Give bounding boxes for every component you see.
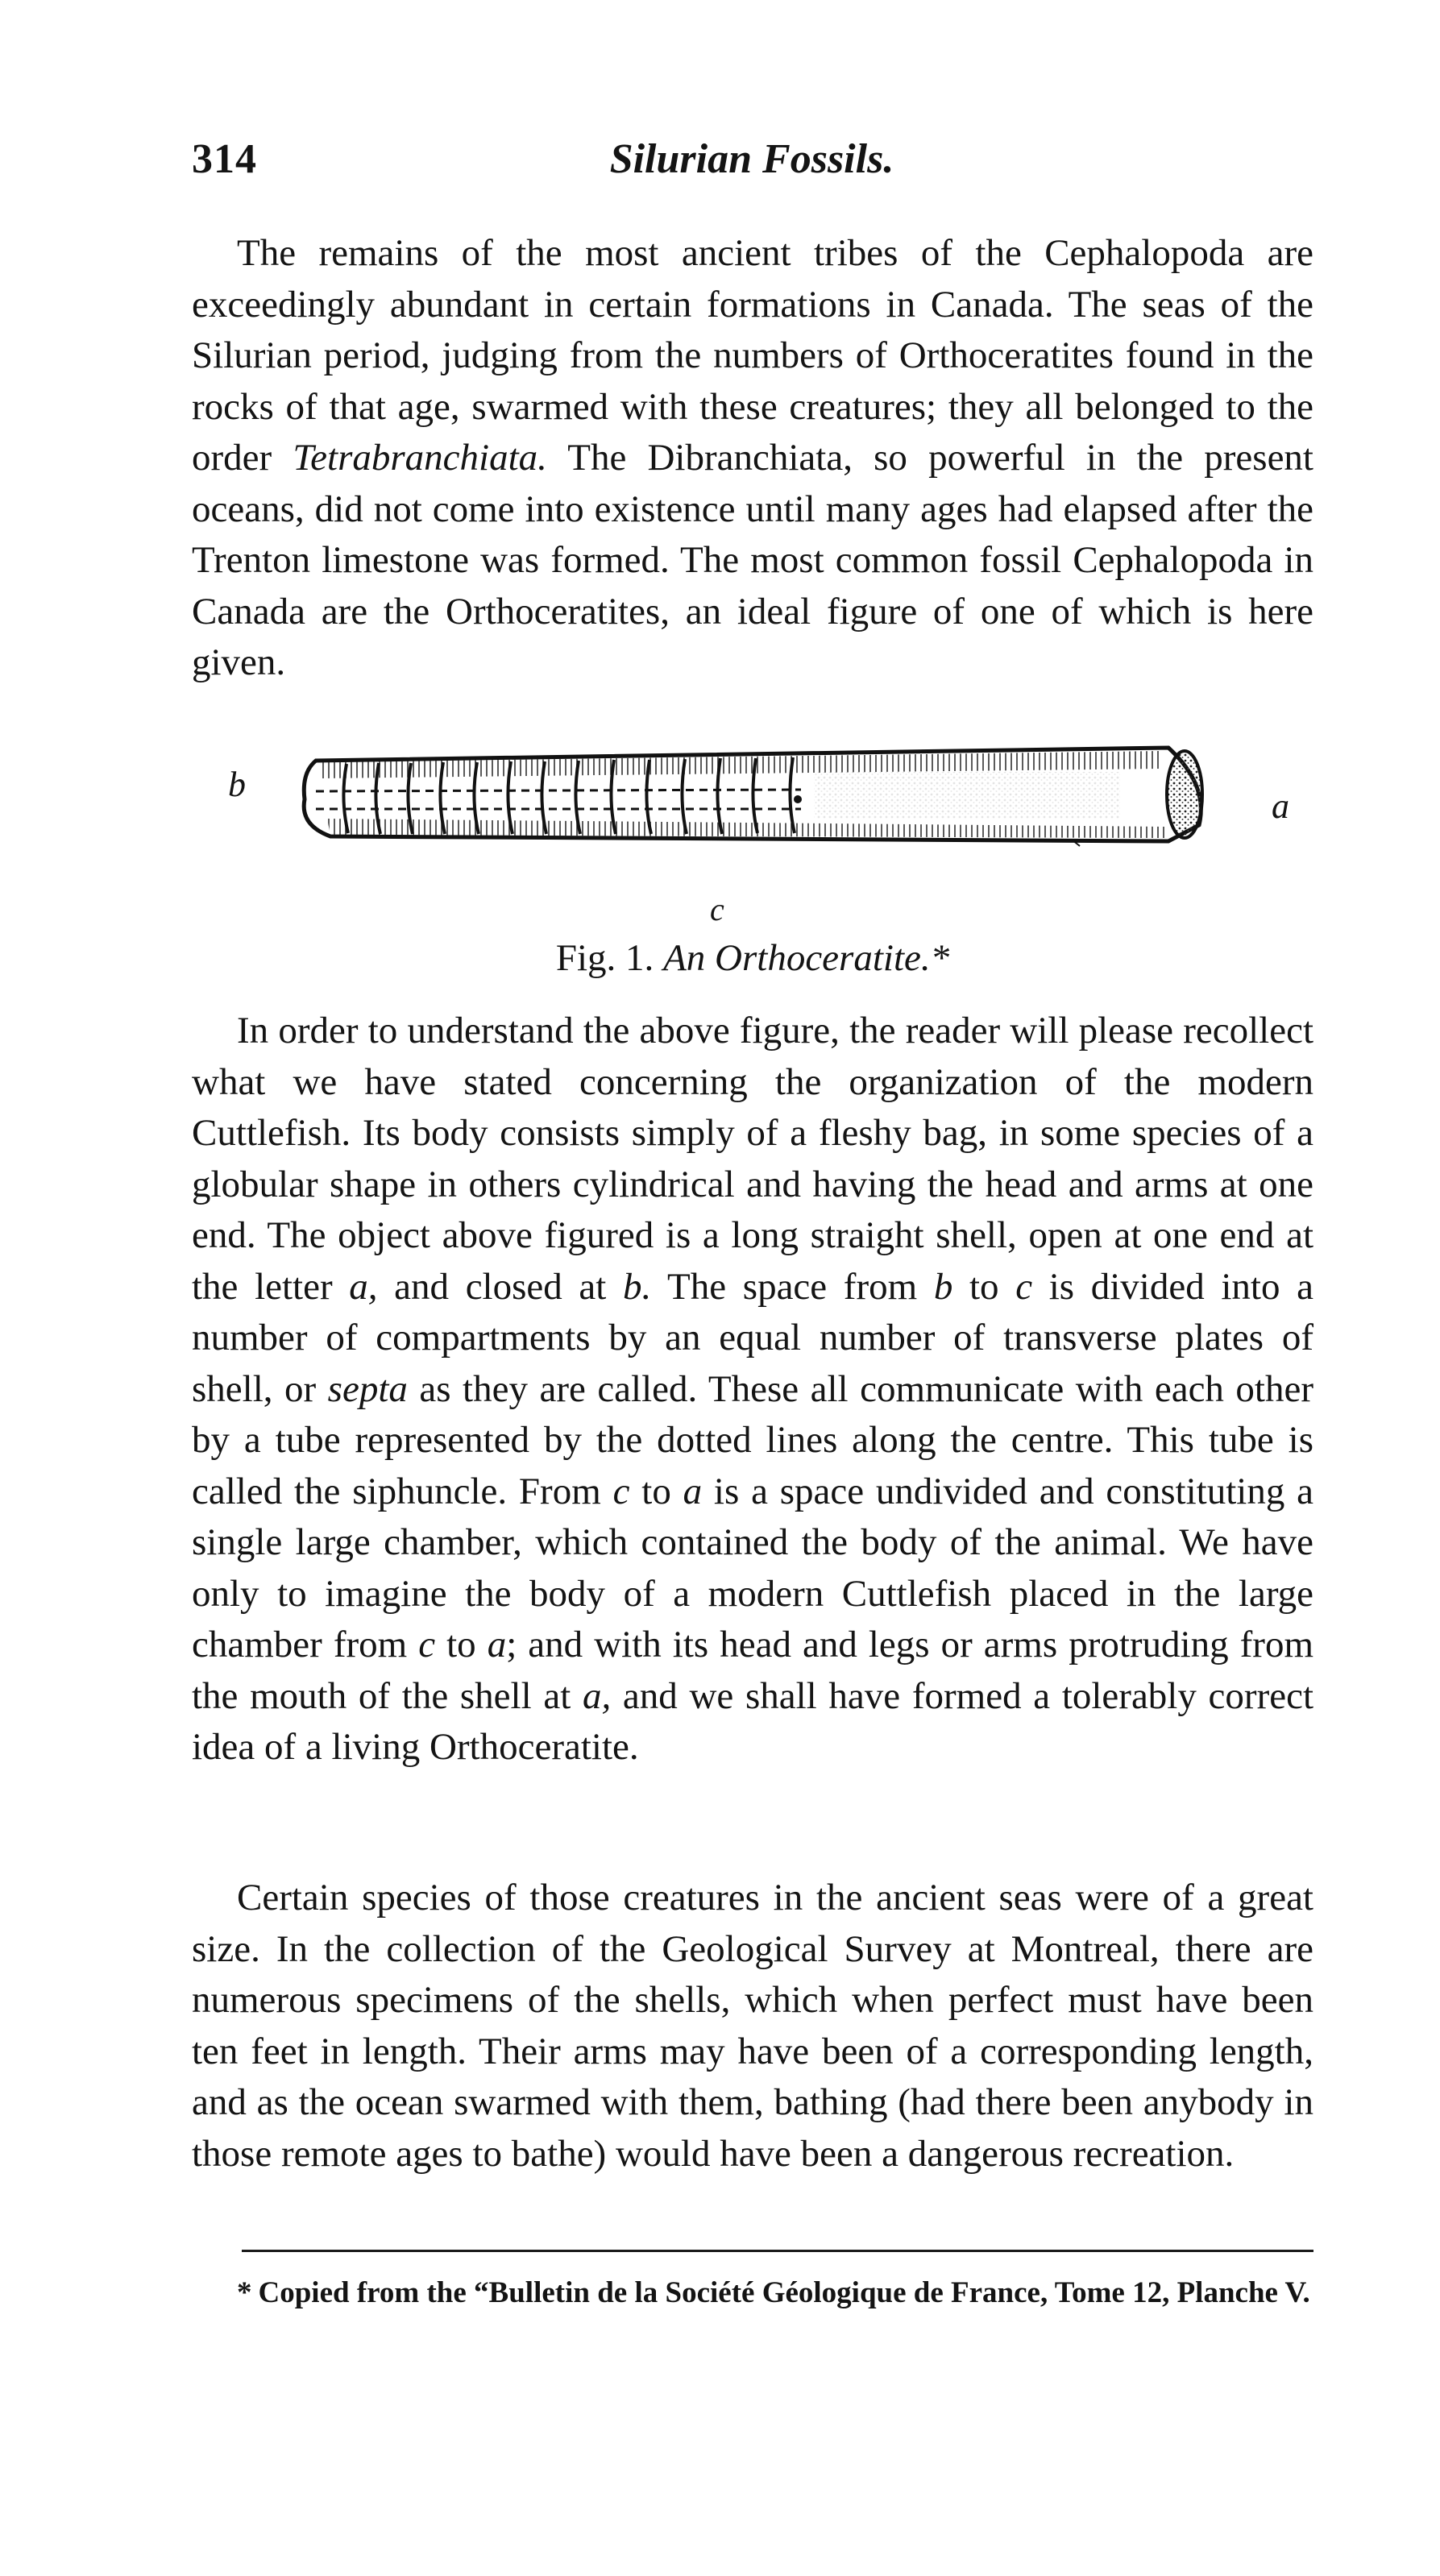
italic-letter: a,	[582, 1674, 612, 1717]
italic-letter: a,	[349, 1265, 378, 1308]
italic-letter: c	[612, 1470, 630, 1512]
page-number: 314	[192, 136, 257, 182]
italic-letter: c	[1015, 1265, 1033, 1308]
figure-label-b: b	[228, 765, 246, 804]
italic-letter: c	[418, 1624, 436, 1665]
paragraph-explanation	[192, 1006, 1313, 1773]
italic-letter: b	[933, 1265, 953, 1308]
italic-term: Tetrabranchiata.	[293, 437, 547, 479]
orthoceratite-shell-illustration	[298, 736, 1233, 857]
paragraph-text: The space from	[651, 1265, 934, 1308]
paragraph-text: ; and with its head and legs or arms protruding from the mouth of the shell at	[192, 1624, 1313, 1717]
paragraph-intro	[192, 228, 1313, 689]
paragraph-text: to	[435, 1624, 488, 1665]
footnote-text: Copied from the “Bulletin de la Société Géologique de France, Tome 12, Planche V.	[258, 2276, 1310, 2309]
figure-orthoceratite	[192, 725, 1313, 991]
paragraph-size: Certain species of those creatures in the ancient seas were of a great size. In the collection of the Geological Survey at Montreal, there are numerous specimens of the shells, which when perfect must have been ten feet in length. Their arms may have been of a corresponding length, and as the ocean swarmed with them, bathing (had there been anybody in those remote ages to bathe) would have been a dangerous recreation.	[192, 1877, 1313, 2175]
running-title: Silurian Fossils.	[609, 136, 894, 182]
figure-label-c: c	[710, 891, 724, 927]
figure-caption	[192, 936, 1313, 980]
paragraph-text: to	[629, 1470, 683, 1512]
italic-letter: b.	[623, 1265, 652, 1308]
paragraph-text: The remains of the most ancient tribes of the Cephalopoda are exceedingly abundant in certain formations in Canada. The seas of the Silurian period, judging from the numbers of Orthoceratites found in the rocks of that age, swarmed with these creatures; they all belonged to the order	[192, 232, 1313, 479]
page-header	[192, 135, 1312, 192]
figure-label-a: a	[1272, 786, 1289, 826]
paragraph-text: The Dibranchiata, so powerful in the present oceans, did not come into existence until many ages had elapsed after the Trenton limestone was formed. The most common fossil Cephalopoda in Canada are the Orthoceratites, an ideal figure of one of which is here given.	[192, 437, 1313, 683]
italic-term: septa	[327, 1367, 408, 1410]
footnote-marker: *	[237, 2276, 252, 2309]
footnote-divider	[242, 2250, 1313, 2252]
paragraph-text: is divided into a number of compartments by an equal number of transverse plates of shell, or	[192, 1265, 1313, 1410]
paragraph-text: as they are called. These all communicate with each other by a tube represented by the dotted lines along the centre. This tube is called the siphuncle. From	[192, 1367, 1313, 1512]
paragraph-text: and closed at	[377, 1265, 623, 1308]
italic-letter: a	[487, 1624, 507, 1665]
paragraph-text: to	[952, 1265, 1016, 1308]
paragraph-text: is a space undivided and constituting a single large chamber, which contained the body of the animal. We have only to imagine the body of a modern Cuttlefish placed in the large chamber from	[192, 1470, 1313, 1665]
caption-title: An Orthoceratite.*	[663, 937, 950, 979]
footnote	[192, 2271, 1313, 2316]
italic-letter: a	[683, 1470, 703, 1512]
paragraph-text: In order to understand the above figure, the reader will please recollect what we have stated concerning the organization of the modern Cuttlefish. Its body consists simply of a fleshy bag, in some species of a globular shape in others cylindrical and having the head and arms at one end. The object above figured is a long straight shell, open at one end at the letter	[192, 1010, 1313, 1308]
caption-prefix: Fig. 1.	[555, 937, 654, 979]
paragraph-text: and we shall have formed a tolerably correct idea of a living Orthoceratite.	[192, 1674, 1313, 1768]
